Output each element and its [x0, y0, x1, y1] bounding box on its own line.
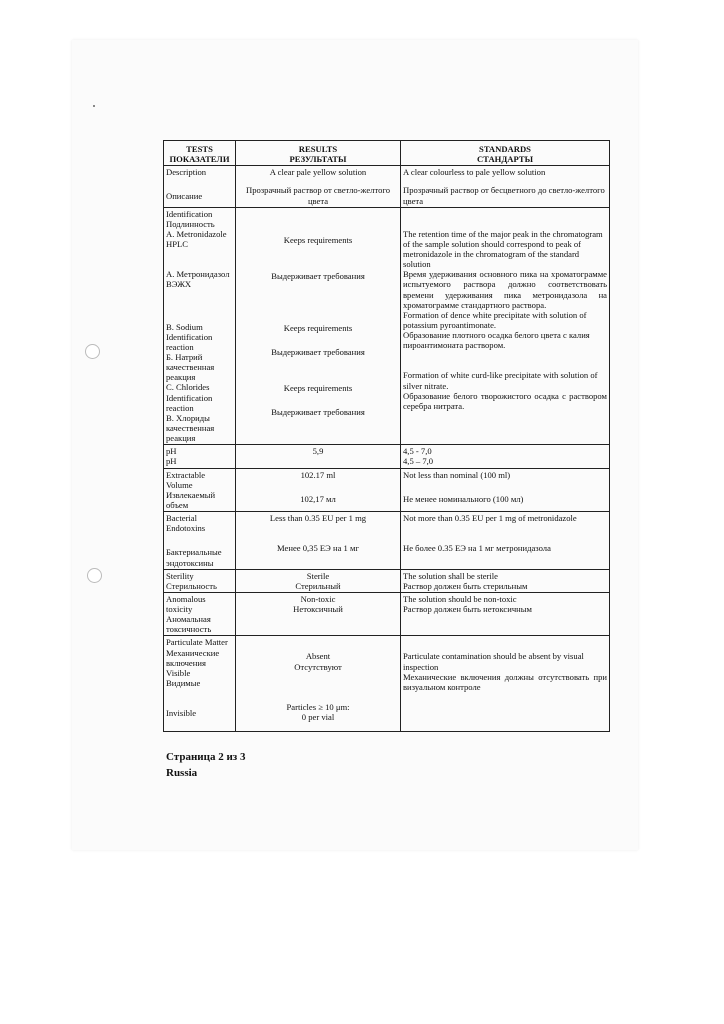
- header-standards-ru: СТАНДАРТЫ: [476, 154, 534, 165]
- result-value-ru: Менее 0,35 ЕЭ на 1 мг: [277, 543, 359, 554]
- standard-value-ru: Прозрачный раствор от бесцветного до светло-желтого цвета: [403, 185, 605, 206]
- result-cell: [236, 207, 401, 445]
- test-cell: [164, 468, 236, 512]
- table-row-ph: [164, 445, 610, 468]
- test-name-ru: Стерильность: [166, 580, 217, 591]
- test-name: Bacterial Endotoxins: [166, 513, 206, 534]
- result-value-ru: Нетоксичный: [293, 604, 343, 615]
- header-tests: [164, 141, 236, 166]
- result-cell: [236, 636, 401, 732]
- standard-cell: [401, 166, 610, 207]
- header-standards-en: STANDARDS: [479, 144, 531, 154]
- standard-cell: [401, 512, 610, 570]
- test-cell: [164, 569, 236, 592]
- test-cell: [164, 592, 236, 636]
- standard-value: Formation of dence white precipitate with solution of potassium pyroantimonate.: [403, 309, 587, 330]
- standard-value: Particulate contamination should be absent by visual inspection: [403, 651, 584, 672]
- header-tests-en: TESTS: [186, 144, 213, 154]
- result-value: Keeps requirements: [283, 383, 353, 394]
- test-name-ru: А. Метронидазол ВЭЖХ: [166, 269, 230, 290]
- test-name-ru: В. Хлориды качественная реакция: [166, 412, 215, 444]
- page-footer: [166, 750, 245, 782]
- table-row-identification: [164, 207, 610, 445]
- certificate-table: [163, 140, 610, 732]
- test-name: Anomalous toxicity: [166, 593, 206, 615]
- test-name: Sterility: [166, 570, 194, 581]
- test-cell: [164, 207, 236, 445]
- header-results-ru: РЕЗУЛЬТАТЫ: [289, 154, 347, 165]
- standard-value-ru: Не более 0.35 ЕЭ на 1 мг метронидазола: [403, 543, 551, 554]
- result-value: 0 per vial: [301, 711, 335, 722]
- test-subname: Invisible: [166, 708, 197, 719]
- standard-value: Not more than 0.35 EU per 1 mg of metronidazole: [403, 513, 577, 524]
- result-value-ru: Выдерживает требования: [271, 347, 365, 358]
- table-header-row: [164, 141, 610, 166]
- standard-value-ru: Образование белого творожистого осадка с раствором серебра нитрата.: [403, 390, 607, 411]
- result-cell: [236, 569, 401, 592]
- result-value: Sterile: [306, 570, 330, 581]
- page-number: Страница 2 из 3: [166, 751, 246, 763]
- standard-cell: [401, 207, 610, 445]
- header-results: [236, 141, 401, 166]
- standard-cell: [401, 445, 610, 468]
- punch-hole: [87, 568, 102, 583]
- punch-hole: [85, 344, 100, 359]
- result-value: 5,9: [312, 446, 324, 457]
- test-subname: Visible: [166, 667, 191, 678]
- standard-value-ru: Не менее номинального (100 мл): [403, 493, 524, 504]
- table-row-particulate-matter: [164, 636, 610, 732]
- test-name: A. Metronidazole HPLC: [166, 228, 227, 250]
- country-label: Russia: [166, 766, 198, 779]
- result-cell: [236, 468, 401, 512]
- result-value-ru: Стерильный: [295, 580, 341, 591]
- test-name: Identification: [166, 208, 213, 219]
- standard-value: The solution should be non-toxic: [403, 593, 517, 604]
- result-value: Keeps requirements: [283, 322, 353, 333]
- test-name-ru: Извлекаемый объем: [166, 489, 216, 510]
- standard-value-ru: Механические включения должны отсутствовать при визуальном контроле: [403, 671, 607, 692]
- standard-value-ru: Раствор должен быть нетоксичным: [403, 604, 532, 615]
- test-name-ru: pH: [166, 456, 177, 467]
- test-name-ru: Описание: [166, 191, 203, 202]
- scan-speck: [93, 105, 95, 107]
- test-name: Description: [166, 167, 207, 178]
- result-value: Non-toxic: [300, 593, 336, 604]
- result-value: Particles ≥ 10 μm:: [286, 701, 350, 712]
- test-subname-ru: Видимые: [166, 678, 201, 689]
- test-name: B. Sodium Identification reaction: [166, 321, 213, 352]
- standard-value: A clear colourless to pale yellow solution: [403, 167, 546, 178]
- standard-cell: [401, 592, 610, 636]
- result-value: Less than 0.35 EU per 1 mg: [269, 513, 367, 524]
- result-value: 102.17 ml: [300, 469, 336, 480]
- result-value: Absent: [305, 651, 331, 662]
- header-standards: [401, 141, 610, 166]
- result-value: A clear pale yellow solution: [269, 167, 367, 178]
- test-name: Particulate Matter: [166, 637, 228, 648]
- result-value-ru: 102,17 мл: [300, 493, 336, 504]
- result-value-ru: Выдерживает требования: [271, 270, 365, 281]
- header-results-en: RESULTS: [298, 144, 338, 154]
- test-cell: [164, 636, 236, 732]
- test-cell: [164, 445, 236, 468]
- table-row-sterility: [164, 569, 610, 592]
- standard-cell: [401, 636, 610, 732]
- header-tests-ru: ПОКАЗАТЕЛИ: [169, 154, 230, 165]
- standard-value-ru: 4,5 – 7,0: [403, 456, 434, 467]
- standard-cell: [401, 569, 610, 592]
- result-value-ru: Отсутствуют: [294, 661, 342, 672]
- result-cell: [236, 445, 401, 468]
- standard-value: The solution shall be sterile: [403, 570, 498, 581]
- table-row-bacterial-endotoxins: [164, 512, 610, 570]
- test-cell: [164, 512, 236, 570]
- test-name-ru: Аномальная токсичность: [166, 614, 212, 635]
- standard-value: The retention time of the major peak in the chromatogram of the sample solution should correspond to peak of metronidazole in the chromatogram of the standard solution: [403, 228, 603, 270]
- test-cell: [164, 166, 236, 207]
- test-name-ru: Б. Натрий качественная реакция: [166, 351, 215, 383]
- test-name-ru: Механические включения: [166, 647, 220, 668]
- standard-value-ru: Время удерживания основного пика на хроматограмме испытуемого раствора должно соответствовать времени удерживания пика метронидазола на хроматограмме стандартного раствора.: [403, 269, 607, 310]
- test-name: pH: [166, 446, 177, 457]
- result-cell: [236, 166, 401, 207]
- result-value-ru: Прозрачный раствор от светло-желтого цвета: [245, 185, 390, 206]
- result-cell: [236, 512, 401, 570]
- test-name-ru: Подлинность: [166, 218, 215, 229]
- standard-value: Formation of white curd-like precipitate with solution of silver nitrate.: [403, 370, 598, 391]
- test-name: Extractable Volume: [166, 469, 206, 490]
- result-value: Keeps requirements: [283, 234, 353, 245]
- test-name-ru: Бактериальные эндотоксины: [166, 547, 222, 568]
- standard-cell: [401, 468, 610, 512]
- standard-value: Not less than nominal (100 ml): [403, 469, 511, 480]
- standard-value-ru: Образование плотного осадка белого цвета с калия пироантимоната раствором.: [403, 330, 590, 351]
- standard-value: 4,5 - 7,0: [403, 446, 432, 457]
- test-name: C. Chlorides Identification reaction: [166, 382, 213, 413]
- standard-value-ru: Раствор должен быть стерильным: [403, 580, 528, 591]
- result-cell: [236, 592, 401, 636]
- table-row-description: [164, 166, 610, 207]
- table-row-extractable-volume: [164, 468, 610, 512]
- table-row-anomalous-toxicity: [164, 592, 610, 636]
- result-value-ru: Выдерживает требования: [271, 407, 365, 418]
